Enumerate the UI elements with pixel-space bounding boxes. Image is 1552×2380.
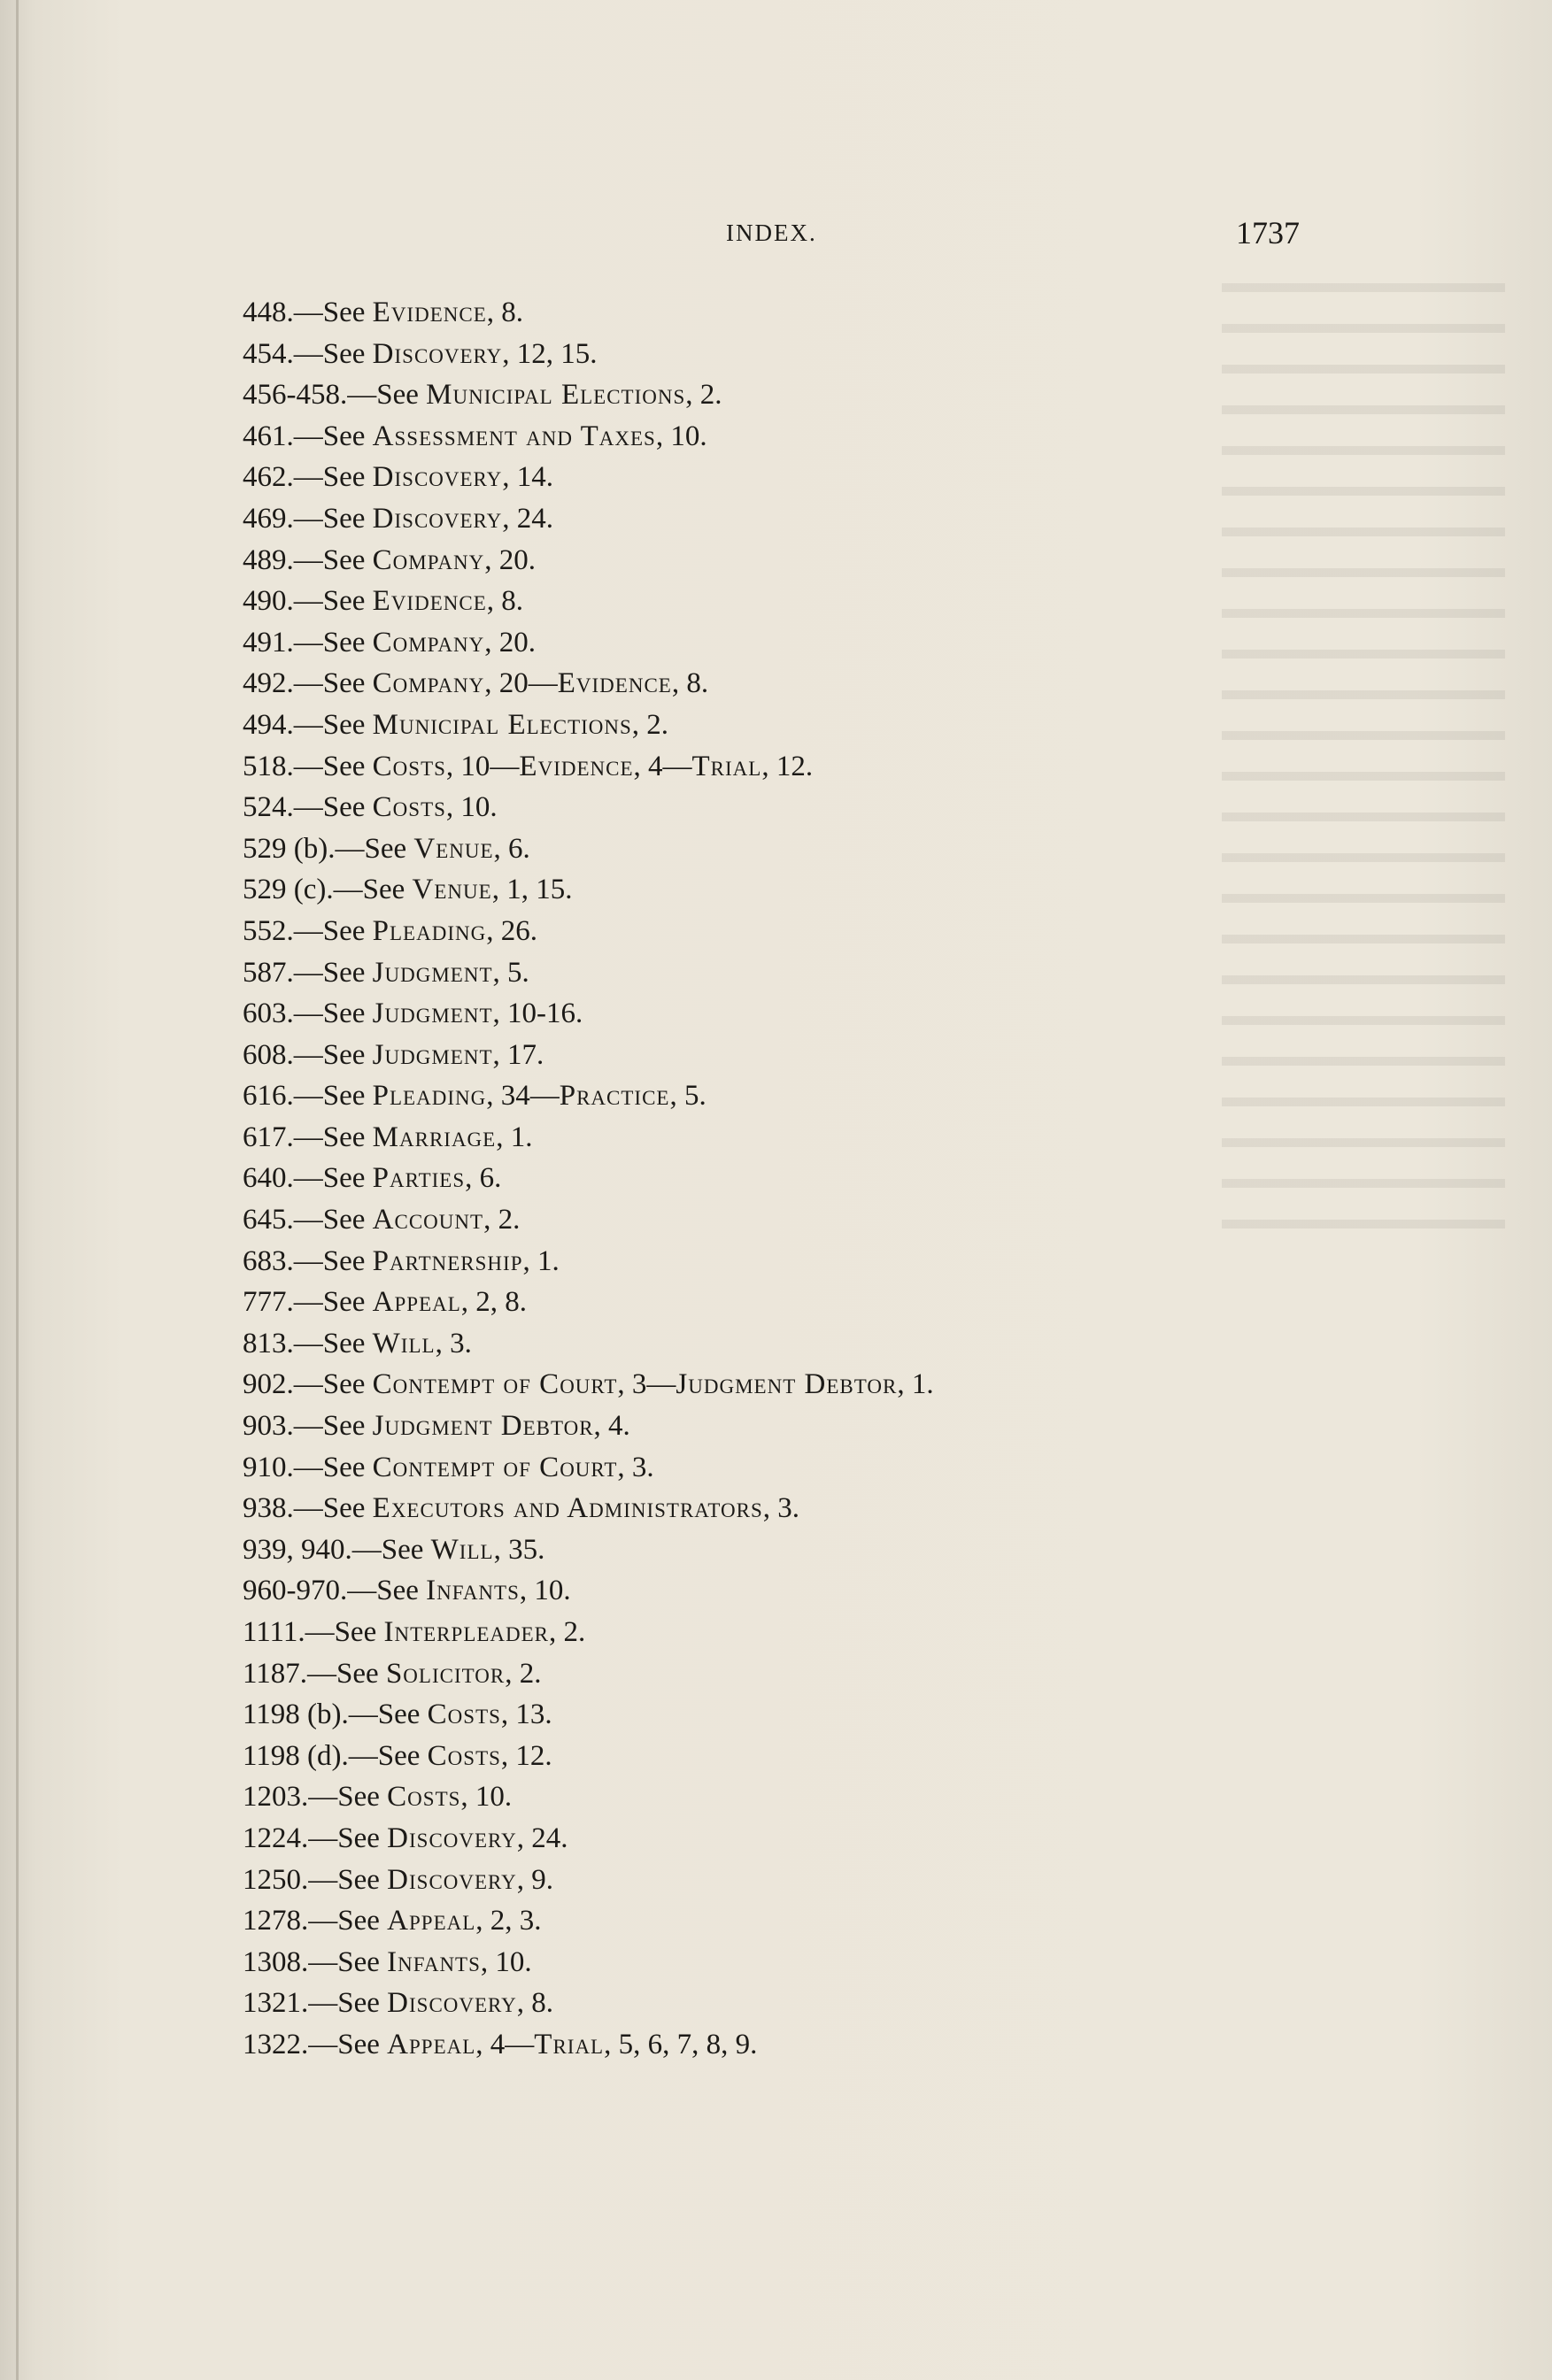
entry-section-numbers: , 3— — [617, 1368, 676, 1401]
cross-reference-topic: Costs — [372, 791, 446, 824]
index-entry — [243, 1736, 1420, 1777]
entry-section-numbers: , 2. — [549, 1616, 586, 1648]
index-entry — [243, 1282, 1420, 1323]
cross-reference-topic: Judgment Debtor — [676, 1368, 898, 1401]
cross-reference-topic: Judgment — [372, 997, 493, 1030]
cross-reference-topic: Evidence — [372, 297, 487, 328]
index-entry — [243, 1653, 1420, 1695]
entry-page-reference: 491.—See — [243, 626, 373, 659]
entry-page-reference: 1187.—See — [243, 1657, 386, 1690]
entry-section-numbers: , 2. — [631, 708, 669, 741]
entry-section-numbers: , 2. — [483, 1204, 521, 1236]
index-entry — [243, 911, 1420, 952]
entry-section-numbers: , 6. — [465, 1162, 502, 1195]
index-entry — [243, 828, 1420, 870]
entry-section-numbers: , 14. — [502, 461, 553, 494]
entry-section-numbers: , 1. — [522, 1244, 560, 1277]
index-entry — [243, 1942, 1420, 1983]
index-entry — [243, 416, 1420, 458]
index-entry — [243, 1860, 1420, 1901]
cross-reference-topic: Parties — [372, 1162, 466, 1195]
entry-section-numbers: , 12, 15. — [502, 337, 598, 370]
entry-page-reference: 1250.—See — [243, 1863, 388, 1896]
entry-section-numbers: , 1, 15. — [491, 874, 573, 906]
cross-reference-topic: Solicitor — [385, 1657, 506, 1690]
cross-reference-topic: Company — [372, 667, 485, 700]
entry-section-numbers: , 10— — [445, 750, 520, 782]
entry-page-reference: 489.—See — [243, 543, 373, 576]
cross-reference-topic: Judgment — [372, 1038, 493, 1071]
cross-reference-topic: Contempt of Court — [372, 1368, 618, 1401]
entry-page-reference: 454.—See — [243, 337, 373, 370]
entry-section-numbers: , 20. — [484, 543, 536, 576]
entry-page-reference: 939, 940.—See — [243, 1533, 431, 1566]
entry-page-reference: 645.—See — [243, 1204, 373, 1236]
index-entry — [243, 1323, 1420, 1365]
cross-reference-topic: Municipal Elections — [426, 379, 686, 412]
entry-section-numbers: , 10. — [460, 1781, 513, 1814]
entry-page-reference: 910.—See — [243, 1451, 373, 1483]
cross-reference-topic: Evidence — [519, 750, 634, 782]
entry-section-numbers: , 10. — [445, 791, 498, 824]
entry-section-numbers: , 12. — [761, 750, 814, 782]
entry-section-numbers: , 1. — [496, 1121, 533, 1153]
entry-page-reference: 960-970.—See — [243, 1575, 427, 1607]
entry-page-reference: 608.—See — [243, 1038, 373, 1071]
cross-reference-topic: Pleading — [372, 1080, 487, 1113]
entry-section-numbers: , 10. — [519, 1575, 571, 1607]
entry-section-numbers: , 3. — [617, 1451, 654, 1483]
entry-page-reference: 1203.—See — [243, 1781, 388, 1814]
index-entry — [243, 581, 1420, 622]
cross-reference-topic: Discovery — [387, 1863, 517, 1896]
entry-page-reference: 490.—See — [243, 585, 373, 618]
cross-reference-topic: Company — [372, 626, 485, 659]
running-title: INDEX. — [726, 220, 817, 246]
entry-section-numbers: , 35. — [493, 1533, 545, 1566]
cross-reference-topic: Trial — [534, 2028, 605, 2060]
cross-reference-topic: Pleading — [372, 914, 487, 947]
cross-reference-topic: Costs — [387, 1781, 461, 1814]
entry-page-reference: 1322.—See — [243, 2028, 388, 2060]
entry-page-reference: 617.—See — [243, 1121, 373, 1153]
cross-reference-topic: Partnership — [372, 1244, 523, 1277]
cross-reference-topic: Company — [372, 543, 485, 576]
entry-page-reference: 1111.—See — [243, 1616, 384, 1648]
entry-page-reference: 1224.—See — [243, 1822, 388, 1854]
entry-section-numbers: , 12. — [500, 1739, 552, 1772]
entry-section-numbers: , 10. — [655, 420, 707, 452]
index-entry — [243, 292, 1420, 334]
index-entry — [243, 993, 1420, 1035]
entry-section-numbers: , 5. — [669, 1080, 707, 1113]
index-entry — [243, 1818, 1420, 1860]
entry-page-reference: 903.—See — [243, 1410, 373, 1443]
entry-section-numbers: , 9. — [516, 1863, 553, 1896]
entry-section-numbers: , 26. — [486, 914, 537, 947]
entry-page-reference: 683.—See — [243, 1244, 373, 1277]
index-entry — [243, 622, 1420, 664]
entry-section-numbers: , 5. — [492, 956, 529, 989]
entry-page-reference: 1198 (b).—See — [243, 1698, 428, 1731]
index-entry — [243, 1776, 1420, 1818]
entry-section-numbers: , 3. — [762, 1492, 799, 1525]
index-entry — [243, 746, 1420, 788]
cross-reference-topic: Evidence — [557, 667, 672, 700]
cross-reference-topic: Appeal — [387, 1905, 476, 1937]
cross-reference-topic: Trial — [691, 750, 762, 782]
index-entry — [243, 1158, 1420, 1199]
entry-page-reference: 616.—See — [243, 1080, 373, 1113]
entry-section-numbers: , 20— — [484, 667, 558, 700]
cross-reference-topic: Venue — [413, 832, 494, 865]
entry-section-numbers: , 34— — [486, 1080, 560, 1113]
entry-page-reference: 1278.—See — [243, 1905, 388, 1937]
cross-reference-topic: Interpleader — [383, 1616, 550, 1648]
index-entry — [243, 952, 1420, 994]
entry-page-reference: 640.—See — [243, 1162, 373, 1195]
cross-reference-topic: Discovery — [387, 1822, 517, 1854]
cross-reference-topic: Contempt of Court — [372, 1451, 618, 1483]
index-entry — [243, 1199, 1420, 1241]
cross-reference-topic: Discovery — [372, 502, 503, 535]
entry-page-reference: 461.—See — [243, 420, 373, 452]
entry-page-reference: 777.—See — [243, 1286, 373, 1319]
entry-section-numbers: , 20. — [484, 626, 536, 659]
entry-section-numbers: , 2, 3. — [475, 1905, 542, 1937]
cross-reference-topic: Venue — [412, 874, 492, 906]
entry-page-reference: 469.—See — [243, 502, 373, 535]
index-entry — [243, 334, 1420, 375]
entry-section-numbers: , 10. — [480, 1945, 532, 1978]
entry-section-numbers: , 3. — [435, 1327, 472, 1359]
cross-reference-topic: Evidence — [372, 585, 487, 618]
index-entry — [243, 498, 1420, 540]
entry-page-reference: 1198 (d).—See — [243, 1739, 428, 1772]
cross-reference-topic: Costs — [427, 1698, 501, 1731]
cross-reference-topic: Infants — [426, 1575, 520, 1607]
index-entry — [243, 1075, 1420, 1117]
index-entry — [243, 540, 1420, 582]
entry-section-numbers: , 10-16. — [492, 997, 583, 1030]
index-entry — [243, 2024, 1420, 2066]
cross-reference-topic: Judgment — [372, 956, 493, 989]
entry-page-reference: 524.—See — [243, 791, 373, 824]
entry-page-reference: 813.—See — [243, 1327, 373, 1359]
index-entry — [243, 1488, 1420, 1529]
entry-page-reference: 1321.—See — [243, 1987, 388, 2020]
cross-reference-topic: Discovery — [372, 337, 503, 370]
index-entry — [243, 869, 1420, 911]
entry-page-reference: 938.—See — [243, 1492, 373, 1525]
entry-page-reference: 494.—See — [243, 708, 373, 741]
entry-section-numbers: , 24. — [502, 502, 553, 535]
entry-section-numbers: , 1. — [897, 1368, 934, 1401]
entry-section-numbers: , 4— — [475, 2028, 535, 2060]
cross-reference-topic: Will — [372, 1327, 436, 1359]
index-entry — [243, 663, 1420, 705]
entry-page-reference: 462.—See — [243, 461, 373, 494]
binding-gutter — [16, 0, 19, 2380]
entry-section-numbers: , 17. — [492, 1038, 544, 1071]
index-entry — [243, 1529, 1420, 1571]
cross-reference-topic: Appeal — [387, 2028, 476, 2060]
index-entry — [243, 1983, 1420, 2024]
index-entry — [243, 1406, 1420, 1447]
index-entry — [243, 705, 1420, 746]
entry-section-numbers: , 8. — [486, 297, 523, 328]
cross-reference-topic: Appeal — [372, 1286, 461, 1319]
entry-page-reference: 456-458.—See — [243, 379, 427, 412]
cross-reference-topic: Costs — [372, 750, 446, 782]
entry-section-numbers: , 6. — [493, 832, 530, 865]
entry-page-reference: 587.—See — [243, 956, 373, 989]
index-entry — [243, 1035, 1420, 1076]
entry-page-reference: 518.—See — [243, 750, 373, 782]
entry-section-numbers: , 24. — [516, 1822, 568, 1854]
index-entry — [243, 457, 1420, 498]
entry-section-numbers: , 2. — [685, 379, 722, 412]
cross-reference-topic: Costs — [427, 1739, 501, 1772]
cross-reference-topic: Assessment and Taxes — [372, 420, 656, 452]
cross-reference-topic: Account — [372, 1204, 484, 1236]
entry-section-numbers: , 4— — [633, 750, 692, 782]
entry-page-reference: 552.—See — [243, 914, 373, 947]
entry-page-reference: 492.—See — [243, 667, 373, 700]
cross-reference-topic: Municipal Elections — [372, 708, 632, 741]
index-entry — [243, 374, 1420, 416]
index-entry — [243, 1900, 1420, 1942]
index-entry-list — [243, 292, 1420, 2066]
cross-reference-topic: Executors and Administrators — [372, 1492, 763, 1525]
page-number: 1737 — [1236, 215, 1300, 250]
entry-section-numbers: , 13. — [500, 1698, 552, 1731]
entry-page-reference: 902.—See — [243, 1368, 373, 1401]
index-entry — [243, 1241, 1420, 1282]
index-entry — [243, 1612, 1420, 1653]
index-entry — [243, 1447, 1420, 1489]
entry-page-reference: 529 (c).—See — [243, 874, 413, 906]
entry-page-reference: 603.—See — [243, 997, 373, 1030]
cross-reference-topic: Judgment Debtor — [372, 1410, 594, 1443]
entry-section-numbers: , 2, 8. — [460, 1286, 528, 1319]
entry-section-numbers: , 2. — [505, 1657, 542, 1690]
entry-section-numbers: , 8. — [671, 667, 709, 700]
entry-section-numbers: , 8. — [516, 1987, 553, 2020]
cross-reference-topic: Practice — [559, 1080, 670, 1113]
index-entry — [243, 1117, 1420, 1159]
entry-section-numbers: , 4. — [593, 1410, 630, 1443]
cross-reference-topic: Will — [430, 1533, 494, 1566]
cross-reference-topic: Discovery — [387, 1987, 517, 2020]
cross-reference-topic: Infants — [387, 1945, 481, 1978]
index-entry — [243, 787, 1420, 828]
cross-reference-topic: Discovery — [372, 461, 503, 494]
entry-page-reference: 529 (b).—See — [243, 832, 414, 865]
index-entry — [243, 1694, 1420, 1736]
running-head — [0, 215, 1552, 264]
entry-page-reference: 448.—See — [243, 297, 373, 328]
entry-page-reference: 1308.—See — [243, 1945, 388, 1978]
index-entry — [243, 1570, 1420, 1612]
entry-section-numbers: , 5, 6, 7, 8, 9. — [604, 2028, 758, 2060]
cross-reference-topic: Marriage — [372, 1121, 497, 1153]
entry-section-numbers: , 8. — [486, 585, 523, 618]
index-entry — [243, 1364, 1420, 1406]
